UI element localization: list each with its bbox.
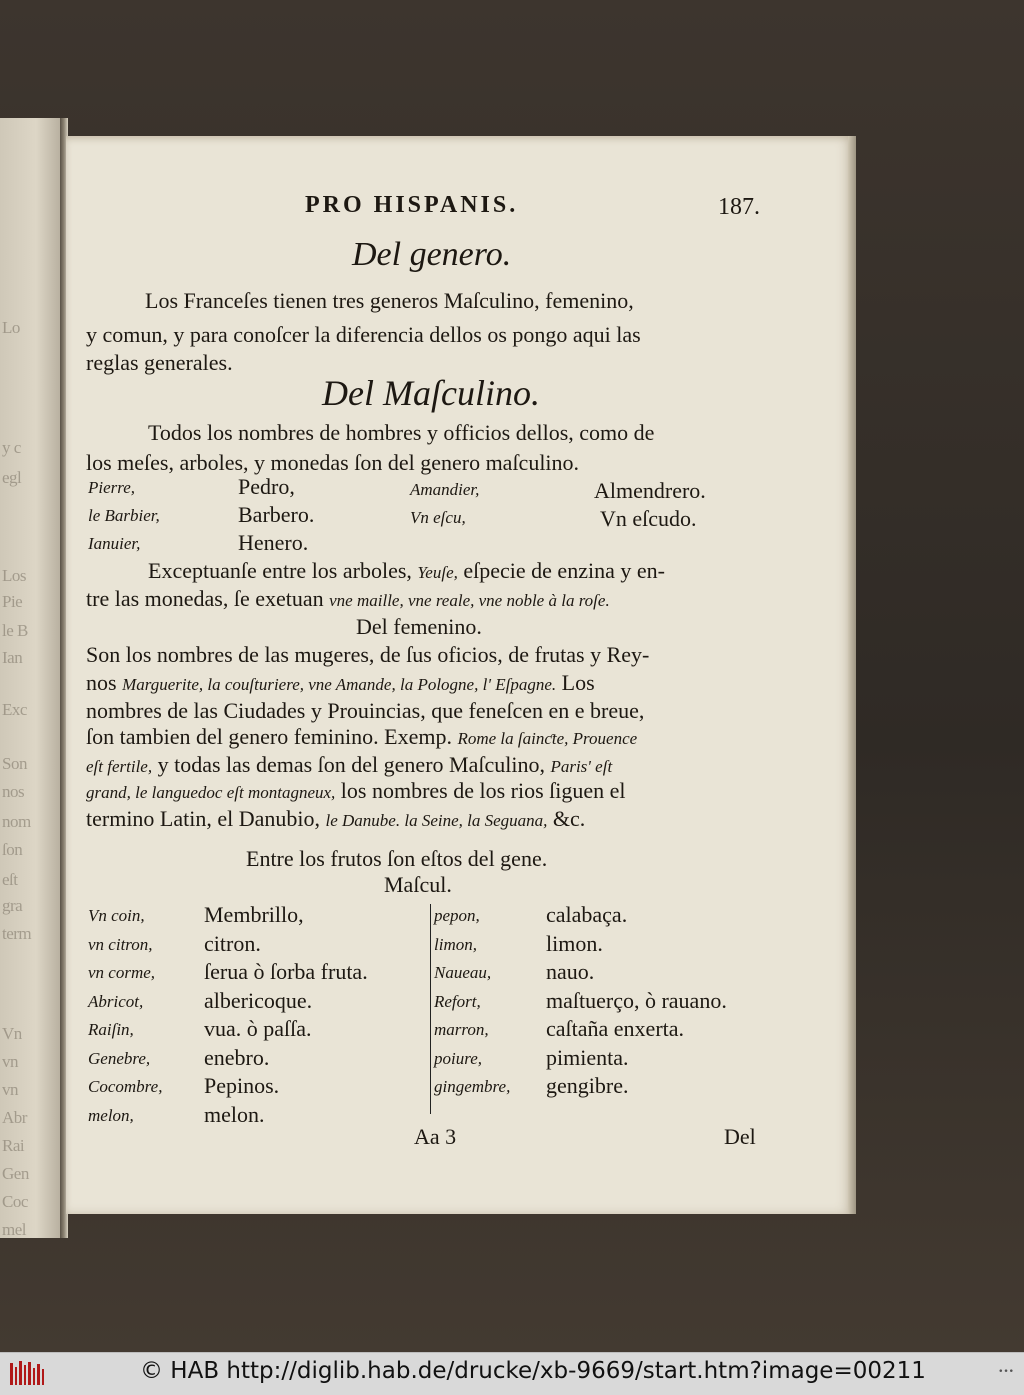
fruit-spanish: melon. bbox=[204, 1101, 265, 1127]
fruit-french: Vn coin, bbox=[88, 906, 145, 925]
hab-logo-icon bbox=[8, 1359, 46, 1389]
except-line-1 bbox=[148, 558, 665, 584]
fruit-spanish: citron. bbox=[204, 930, 261, 956]
text: ſon tambien del genero feminino. Exemp. bbox=[86, 724, 452, 749]
example-es: Barbero. bbox=[238, 502, 315, 527]
term: grand, le languedoc eſt montagneux, bbox=[86, 783, 336, 802]
fruit-french: vn corme, bbox=[88, 963, 156, 982]
masculino-line-2: los meſes, arboles, y monedas ſon del genero maſculino. bbox=[86, 450, 580, 475]
example-es2: Almendrero. bbox=[594, 478, 706, 503]
fruit-spanish: limon. bbox=[546, 930, 603, 956]
fruit-french: poiure, bbox=[434, 1048, 483, 1068]
masculino-line-1: Todos los nombres de hombres y officios dellos, como de bbox=[148, 420, 655, 445]
fruit-spanish: enebro. bbox=[204, 1044, 270, 1070]
fruit-french: limon, bbox=[434, 934, 477, 954]
except-term: vne maille, vne reale, vne noble à la roſe. bbox=[329, 591, 610, 610]
section-heading-femenino: Del femenino. bbox=[356, 614, 482, 639]
fruit-french: gingembre, bbox=[434, 1077, 511, 1096]
fruit-spanish: maſtuerço, ò rauano. bbox=[546, 987, 727, 1013]
viewer-footer-bar bbox=[0, 1352, 1024, 1395]
genero-line-1: Los Franceſes tienen tres generos Maſculino, femenino, bbox=[145, 288, 634, 313]
femenino-line-4 bbox=[86, 724, 637, 750]
section-heading-masculino: Del Maſculino. bbox=[322, 373, 540, 413]
except-text: eſpecie de enzina y en- bbox=[463, 558, 665, 583]
example-fr2: Vn eſcu, bbox=[410, 508, 466, 527]
fruit-spanish: nauo. bbox=[546, 959, 595, 984]
femenino-line-2 bbox=[86, 670, 595, 696]
text: Los bbox=[561, 670, 595, 695]
fruit-french: Genebre, bbox=[88, 1048, 151, 1068]
example-fr: le Barbier, bbox=[88, 506, 160, 525]
section-heading-genero: Del genero. bbox=[352, 236, 512, 273]
term: Rome la ſainƈte, Prouence bbox=[457, 729, 638, 748]
section-subheading-masculino: Maſcul. bbox=[384, 872, 452, 897]
page-number: 187. bbox=[718, 194, 760, 220]
text: y todas las demas ſon del genero Maſculino, bbox=[157, 752, 545, 777]
example-es2: Vn eſcudo. bbox=[600, 506, 697, 531]
except-line-2 bbox=[86, 586, 610, 612]
fruit-spanish: calabaça. bbox=[546, 902, 628, 927]
page-edge bbox=[848, 136, 856, 1214]
fruit-spanish: albericoque. bbox=[204, 987, 313, 1013]
example-es: Pedro, bbox=[238, 474, 295, 499]
text: &c. bbox=[552, 806, 586, 831]
fruit-spanish: Membrillo, bbox=[204, 902, 304, 927]
example-fr: Ianuier, bbox=[88, 534, 141, 553]
femenino-line-1: Son los nombres de las mugeres, de ſus oficios, de frutas y Rey- bbox=[86, 642, 650, 667]
fruit-spanish: vua. ò paſſa. bbox=[204, 1016, 312, 1041]
text: los nombres de los rios ſiguen el bbox=[340, 778, 626, 803]
text: nos bbox=[86, 670, 117, 695]
credit-link[interactable]: © HAB http://diglib.hab.de/drucke/xb-9669/start.htm?image=00211 bbox=[140, 1358, 926, 1384]
more-icon: ••• bbox=[998, 1367, 1014, 1377]
catchword: Del bbox=[724, 1124, 756, 1149]
column-divider bbox=[430, 904, 431, 1114]
fruit-french: marron, bbox=[434, 1020, 489, 1039]
fruit-french: pepon, bbox=[434, 906, 480, 925]
except-text: Exceptuanſe entre los arboles, bbox=[148, 558, 412, 583]
section-heading-frutos: Entre los frutos ſon eſtos del gene. bbox=[246, 846, 548, 871]
fruit-spanish: pimienta. bbox=[546, 1044, 629, 1070]
fruit-french: melon, bbox=[88, 1105, 134, 1125]
example-es: Henero. bbox=[238, 530, 309, 555]
fruit-french: Abricot, bbox=[88, 991, 144, 1011]
fruit-french: Naueau, bbox=[434, 963, 492, 982]
example-fr2: Amandier, bbox=[410, 480, 480, 499]
facing-page-edge: Lo y c egl Los Pie le B Ian Exc Son nos nom ſon eſt gra term Vn vn vn Abr Rai Gen Coc mel bbox=[0, 118, 60, 1238]
fruit-spanish: gengibre. bbox=[546, 1073, 629, 1098]
fruit-french: Cocombre, bbox=[88, 1077, 163, 1096]
fruit-spanish: Pepinos. bbox=[204, 1073, 280, 1098]
term: eſt fertile, bbox=[86, 757, 153, 776]
genero-line-2: y comun, y para conoſcer la diferencia dellos os pongo aqui las bbox=[86, 322, 641, 347]
fruit-french: vn citron, bbox=[88, 934, 153, 954]
femenino-line-6 bbox=[86, 778, 626, 804]
fruit-spanish: caſtaña enxerta. bbox=[546, 1016, 685, 1041]
signature-mark: Aa 3 bbox=[414, 1124, 457, 1149]
except-text: tre las monedas, ſe exetuan bbox=[86, 586, 324, 611]
term: Paris' eſt bbox=[550, 757, 613, 776]
fruit-french: Raiſin, bbox=[88, 1020, 134, 1039]
femenino-line-7 bbox=[86, 806, 585, 832]
running-title: PRO HISPANIS. bbox=[305, 192, 519, 218]
example-fr: Pierre, bbox=[88, 478, 136, 497]
text: termino Latin, el Danubio, bbox=[86, 806, 320, 831]
term: Marguerite, la couſturiere, vne Amande, la Pologne, l' Eſpagne. bbox=[122, 675, 557, 694]
femenino-line-5 bbox=[86, 752, 612, 778]
except-term: Yeuſe, bbox=[417, 563, 458, 582]
fruit-french: Refort, bbox=[434, 991, 481, 1011]
genero-line-3: reglas generales. bbox=[86, 350, 233, 375]
femenino-line-3: nombres de las Ciudades y Prouincias, que feneſcen en e breue, bbox=[86, 698, 645, 723]
term: le Danube. la Seine, la Seguana, bbox=[325, 811, 548, 830]
fruit-spanish: ſerua ò ſorba fruta. bbox=[204, 959, 368, 984]
